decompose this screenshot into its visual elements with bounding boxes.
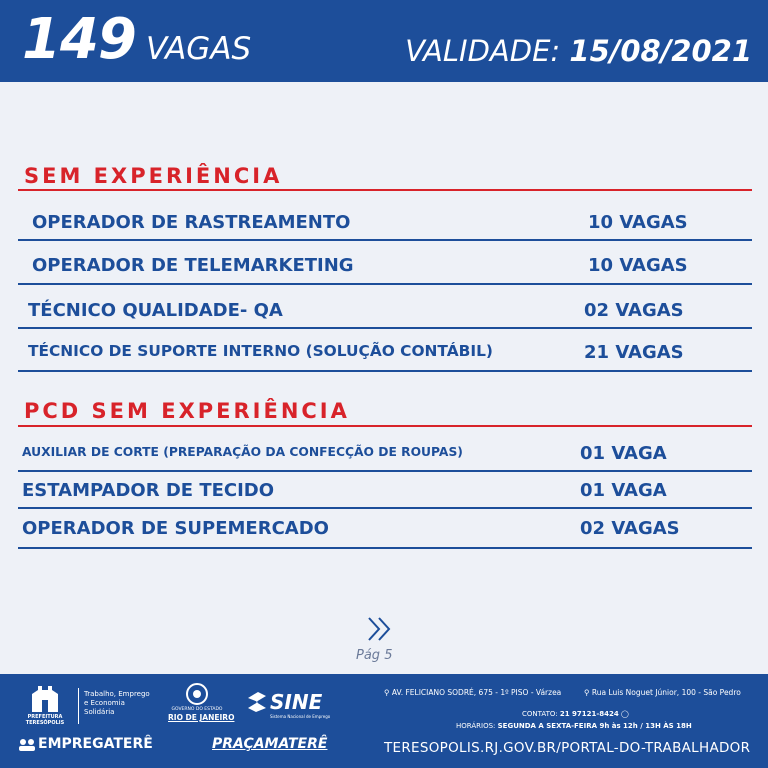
job-qty: 21 VAGAS <box>584 342 684 363</box>
job-qty: 02 VAGAS <box>580 518 680 539</box>
row-divider <box>18 239 752 241</box>
job-qty: 10 VAGAS <box>588 212 688 233</box>
job-title: OPERADOR DE TELEMARKETING <box>32 255 354 276</box>
validity-label: VALIDADE: <box>405 34 561 68</box>
job-qty: 01 VAGA <box>580 480 667 501</box>
job-title: AUXILIAR DE CORTE (PREPARAÇÃO DA CONFECÇÃO DE ROUPAS) <box>22 445 463 459</box>
governo-rj-logo <box>168 682 235 730</box>
double-chevron-right-icon[interactable] <box>366 616 394 646</box>
job-qty: 10 VAGAS <box>588 255 688 276</box>
map-pin-icon: ⚲ <box>584 688 590 697</box>
row-divider <box>18 283 752 285</box>
contact: CONTATO: 21 97121-8424 ◯ <box>522 710 629 718</box>
prefeitura-logo <box>20 684 70 728</box>
row-divider <box>18 470 752 472</box>
row-divider <box>18 370 752 372</box>
governo-small-label: GOVERNO DO ESTADO <box>171 707 223 712</box>
vagas-label: VAGAS <box>146 31 252 67</box>
empregatere-logo <box>18 736 168 756</box>
section-title-sem-experiencia: SEM EXPERIÊNCIA <box>24 164 283 188</box>
row-divider <box>18 547 752 549</box>
job-qty: 02 VAGAS <box>584 300 684 321</box>
row-divider <box>18 327 752 329</box>
secretaria-label: Trabalho, Emprego e Economia Solidária <box>84 690 150 716</box>
row-divider <box>18 507 752 509</box>
page-number: Pág 5 <box>356 648 393 663</box>
empregatere-label: EMPREGATERÊ <box>38 736 153 752</box>
portal-url[interactable]: TERESOPOLIS.RJ.GOV.BR/PORTAL-DO-TRABALHADOR <box>384 740 751 756</box>
job-qty: 01 VAGA <box>580 443 667 464</box>
section-title-pcd: PCD SEM EXPERIÊNCIA <box>24 399 350 423</box>
hours: HORÁRIOS: SEGUNDA A SEXTA-FEIRA 9h às 12h / 13H ÀS 18H <box>456 722 692 730</box>
job-title: OPERADOR DE RASTREAMENTO <box>32 212 351 233</box>
job-title: TÉCNICO DE SUPORTE INTERNO (SOLUÇÃO CONTÁBIL) <box>28 342 493 360</box>
vagas-count: 149 <box>22 7 136 72</box>
divider <box>78 688 79 724</box>
prefeitura-label: PREFEITURA TERESÓPOLIS <box>25 714 65 726</box>
address-2: ⚲ Rua Luis Noguet Júnior, 100 - São Pedro <box>584 688 741 697</box>
pracamatere-label: PRAÇAMATERÊ <box>212 736 328 752</box>
sine-logo <box>246 690 346 726</box>
job-title: TÉCNICO QUALIDADE- QA <box>28 300 283 321</box>
header-bar <box>0 0 768 82</box>
footer <box>0 674 768 768</box>
job-title: ESTAMPADOR DE TECIDO <box>22 480 275 501</box>
section-divider <box>18 189 752 191</box>
section-divider <box>18 425 752 427</box>
whatsapp-icon: ◯ <box>621 710 629 718</box>
sine-sub: Sistema Nacional de Emprego <box>270 714 331 719</box>
address-1: ⚲ AV. FELICIANO SODRÉ, 675 - 1º PISO - Várzea <box>384 688 562 697</box>
job-title: OPERADOR DE SUPEMERCADO <box>22 518 329 539</box>
governo-label: RIO DE JANEIRO <box>168 713 235 722</box>
map-pin-icon: ⚲ <box>384 688 390 697</box>
sine-label: SINE <box>270 690 323 714</box>
validity <box>405 32 752 70</box>
validity-date: 15/08/2021 <box>569 34 752 68</box>
